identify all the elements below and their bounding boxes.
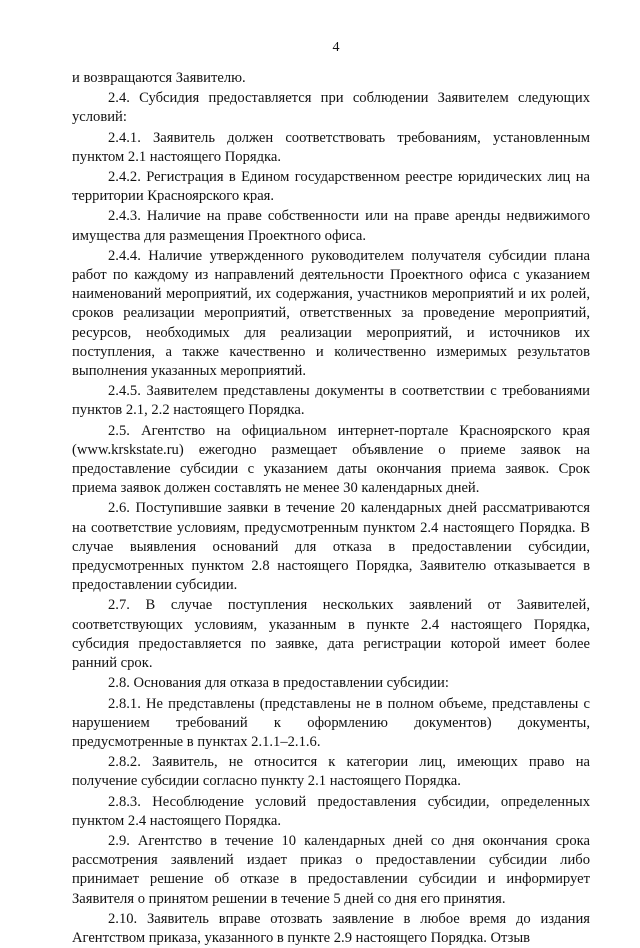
paragraph-2-10: 2.10. Заявитель вправе отозвать заявление в любое время до издания Агентством приказа, указанного в пункте 2.9 настоящего Порядка. Отзыв [72, 910, 590, 946]
page-number: 4 [332, 40, 340, 55]
paragraph-2-7: 2.7. В случае поступления нескольких заявлений от Заявителей, соответствующих условиям, указанным в пункте 2.4 настоящего Порядка, субсидия предоставляется по заявке, дата регистрации которой имеет более ранний срок. [72, 597, 590, 672]
paragraph-2-6: 2.6. Поступившие заявки в течение 20 календарных дней рассматриваются на соответствие условиям, предусмотренным пунктом 2.4 настоящего Порядка. В случае выявления оснований для отказа в предоставлении субсидии, предусмотренных пунктом 2.8 настоящего Порядка, Заявителю отказывается в предоставлении субсидии. [72, 500, 590, 594]
paragraph-2-8-2: 2.8.2. Заявитель, не относится к категории лиц, имеющих право на получение субсидии согласно пункту 2.1 настоящего Порядка. [72, 754, 590, 790]
paragraph-continuation: и возвращаются Заявителю. [72, 70, 246, 86]
paragraph-2-4-1: 2.4.1. Заявитель должен соответствовать требованиям, установленным пунктом 2.1 настоящего Порядка. [72, 129, 590, 165]
paragraph-2-4-2: 2.4.2. Регистрация в Едином государственном реестре юридических лиц на территории Красноярского края. [72, 169, 590, 205]
paragraph-2-5: 2.5. Агентство на официальном интернет-портале Красноярского края (www.krskstate.ru) ежегодно размещает объявление о приеме заявок на предоставление субсидии с указанием даты окончания приема заявок. Срок приема заявок должен составлять не менее 30 календарных дней. [72, 422, 590, 497]
paragraph-2-8-3: 2.8.3. Несоблюдение условий предоставления субсидии, определенных пунктом 2.4 настоящего Порядка. [72, 793, 590, 829]
paragraph-2-8: 2.8. Основания для отказа в предоставлении субсидии: [108, 675, 449, 692]
paragraph-2-4-3: 2.4.3. Наличие на праве собственности или на праве аренды недвижимого имущества для размещения Проектного офиса. [72, 208, 590, 244]
paragraph-2-4: 2.4. Субсидия предоставляется при соблюдении Заявителем следующих условий: [72, 90, 590, 126]
paragraph-2-8-1: 2.8.1. Не представлены (представлены не в полном объеме, представлены с нарушением требований к оформлению документов) документы, предусмотренные в пунктах 2.1.1–2.1.6. [72, 695, 590, 750]
paragraph-2-4-4: 2.4.4. Наличие утвержденного руководителем получателя субсидии плана работ по каждому из направлений деятельности Проектного офиса с указанием наименований мероприятий, их содержания, участников мероприятий и их ролей, сроков реализации мероприятий, ответственных за проведение мероприятий, ресурсов, необходимых для реализации мероприятий, и источников их поступления, а также качественно и количественно измеримых результатов выполнения указанных мероприятий. [72, 247, 590, 380]
paragraph-2-4-5: 2.4.5. Заявителем представлены документы в соответствии с требованиями пунктов 2.1, 2.2 настоящего Порядка. [72, 383, 590, 419]
paragraph-2-9: 2.9. Агентство в течение 10 календарных дней со дня окончания срока рассмотрения заявлений издает приказ о предоставлении субсидии либо принимает решение об отказе в предоставлении субсидии и информирует Заявителя о принятом решении в течение 5 дней со дня его принятия. [72, 832, 590, 907]
